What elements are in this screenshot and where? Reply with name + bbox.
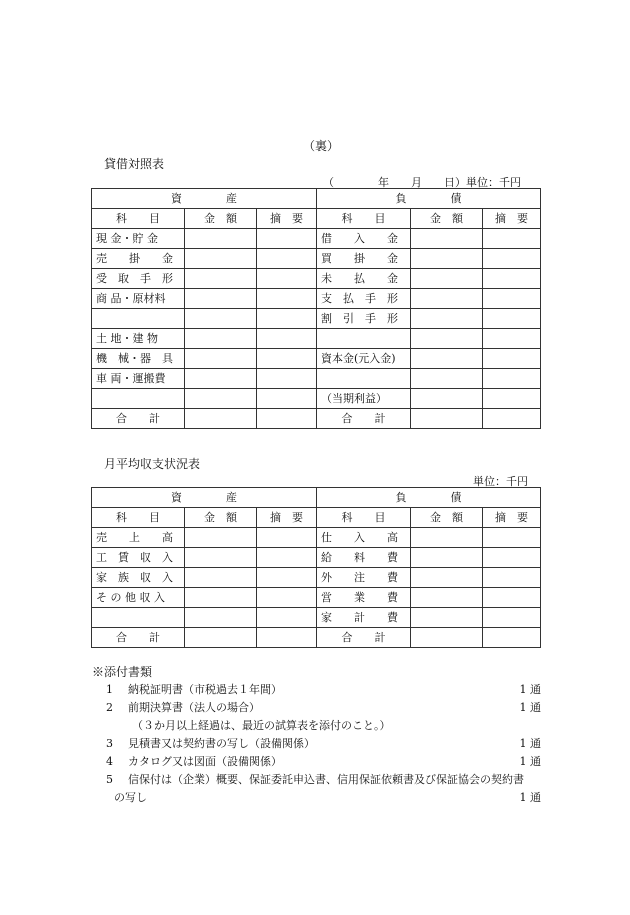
balance-sheet-row [92,389,541,409]
attachment-count: 1 通 [519,701,541,714]
liabilities-header: 負 債 [317,488,541,508]
asset-amount-cell [185,568,257,588]
balance-sheet-row [92,309,541,329]
asset-note-cell [257,409,317,429]
asset-item-cell: 車 両・運搬費 [92,369,185,389]
asset-amount-cell [185,628,257,648]
liability-amount-cell [411,628,483,648]
asset-item-cell: 機 械・器 具 [92,349,185,369]
attachment-item [106,789,541,807]
liability-note-cell [483,608,541,628]
balance-sheet-date-unit: （ 年 月 日）単位：千円 [323,176,521,189]
liability-note-cell [483,309,541,329]
asset-item-cell [92,309,185,329]
attachment-number: 1 [106,683,113,696]
col-item-header: 科 目 [92,209,185,229]
attachment-item [106,717,541,735]
attachment-count: 1 通 [519,791,541,804]
liability-note-cell [483,329,541,349]
liability-item-cell: 借 入 金 [317,229,411,249]
income-row [92,548,541,568]
attachment-number: 4 [106,755,113,768]
liability-amount-cell [411,349,483,369]
income-table [91,487,541,648]
attachments-list [106,681,541,807]
liability-amount-cell [411,289,483,309]
liability-item-cell [317,329,411,349]
asset-note-cell [257,628,317,648]
col-amount-header: 金 額 [185,508,257,528]
back-side-label: （裏） [303,139,340,153]
balance-sheet-column-header-row [92,209,541,229]
asset-item-cell: 現 金・貯 金 [92,229,185,249]
col-item-header: 科 目 [317,508,411,528]
liability-amount-cell [411,369,483,389]
liability-amount-cell [411,409,483,429]
balance-sheet-table [91,188,541,429]
balance-sheet-row [92,369,541,389]
attachment-text: （３か月以上経過は、最近の試算表を添付のこと。） [132,719,391,732]
col-amount-header: 金 額 [185,209,257,229]
liability-note-cell [483,568,541,588]
attachment-item [106,753,541,771]
asset-amount-cell [185,369,257,389]
liability-note-cell [483,229,541,249]
liability-item-cell: 給 料 費 [317,548,411,568]
asset-note-cell [257,528,317,548]
attachment-text: 見積書又は契約書の写し（設備関係） [128,737,315,750]
assets-header: 資 産 [92,189,317,209]
asset-item-cell: 工 賃 収 入 [92,548,185,568]
asset-item-cell: 商 品・原材料 [92,289,185,309]
asset-amount-cell [185,548,257,568]
asset-note-cell [257,568,317,588]
liability-item-cell: 支 払 手 形 [317,289,411,309]
attachments-title: ※添付書類 [92,665,153,679]
liability-note-cell [483,249,541,269]
liability-item-cell: 仕 入 高 [317,528,411,548]
liability-note-cell [483,548,541,568]
asset-amount-cell [185,588,257,608]
asset-note-cell [257,548,317,568]
asset-item-cell: 受 取 手 形 [92,269,185,289]
liability-amount-cell [411,389,483,409]
income-row [92,568,541,588]
asset-item-cell [92,608,185,628]
balance-sheet-group-header-row [92,189,541,209]
attachment-text: 信保付は（企業）概要、保証委託申込書、信用保証依頼書及び保証協会の契約書 [128,773,524,786]
asset-note-cell [257,608,317,628]
income-row [92,608,541,628]
asset-amount-cell [185,389,257,409]
balance-sheet-row [92,269,541,289]
col-amount-header: 金 額 [411,209,483,229]
liability-item-cell: （当期利益） [317,389,411,409]
col-note-header: 摘 要 [483,508,541,528]
attachment-text: の写し [114,791,147,804]
liability-note-cell [483,349,541,369]
liability-amount-cell [411,249,483,269]
liability-note-cell [483,289,541,309]
asset-note-cell [257,389,317,409]
income-row [92,588,541,608]
liability-note-cell [483,628,541,648]
asset-note-cell [257,269,317,289]
col-item-header: 科 目 [92,508,185,528]
liability-item-cell: 買 掛 金 [317,249,411,269]
attachment-item [106,735,541,753]
liability-item-cell: 資本金(元入金) [317,349,411,369]
asset-item-cell [92,389,185,409]
asset-item-cell: 売 掛 金 [92,249,185,269]
col-item-header: 科 目 [317,209,411,229]
asset-item-cell: 家 族 収 入 [92,568,185,588]
asset-note-cell [257,309,317,329]
asset-note-cell [257,588,317,608]
liability-note-cell [483,269,541,289]
asset-item-cell: 売 上 高 [92,528,185,548]
income-row [92,628,541,648]
asset-note-cell [257,369,317,389]
liability-amount-cell [411,309,483,329]
asset-note-cell [257,229,317,249]
asset-amount-cell [185,528,257,548]
asset-amount-cell [185,269,257,289]
income-column-header-row [92,508,541,528]
asset-amount-cell [185,608,257,628]
asset-amount-cell [185,309,257,329]
attachment-text: 納税証明書（市税過去１年間） [128,683,282,696]
attachment-item [106,771,541,789]
liability-item-cell: 営 業 費 [317,588,411,608]
income-row [92,528,541,548]
asset-item-cell: そ の 他 収 入 [92,588,185,608]
asset-amount-cell [185,409,257,429]
liability-amount-cell [411,229,483,249]
income-table-title: 月平均収支状況表 [104,457,201,471]
liabilities-header: 負 債 [317,189,541,209]
col-note-header: 摘 要 [483,209,541,229]
asset-note-cell [257,249,317,269]
liability-item-cell: 合 計 [317,628,411,648]
income-group-header-row [92,488,541,508]
col-note-header: 摘 要 [257,209,317,229]
balance-sheet-row [92,329,541,349]
col-amount-header: 金 額 [411,508,483,528]
balance-sheet-row [92,229,541,249]
attachment-number: 2 [106,701,113,714]
balance-sheet-row [92,249,541,269]
asset-amount-cell [185,329,257,349]
balance-sheet-row [92,349,541,369]
attachment-text: 前期決算書（法人の場合） [128,701,260,714]
asset-amount-cell [185,349,257,369]
asset-item-cell: 合 計 [92,628,185,648]
liability-amount-cell [411,568,483,588]
attachment-item [106,681,541,699]
liability-item-cell: 未 払 金 [317,269,411,289]
asset-amount-cell [185,249,257,269]
liability-item-cell: 合 計 [317,409,411,429]
asset-amount-cell [185,289,257,309]
col-note-header: 摘 要 [257,508,317,528]
liability-note-cell [483,369,541,389]
assets-header: 資 産 [92,488,317,508]
liability-note-cell [483,409,541,429]
liability-item-cell [317,369,411,389]
attachment-item [106,699,541,717]
asset-note-cell [257,329,317,349]
liability-note-cell [483,389,541,409]
liability-note-cell [483,588,541,608]
balance-sheet-row [92,409,541,429]
attachment-number: 3 [106,737,113,750]
asset-item-cell: 土 地・建 物 [92,329,185,349]
asset-amount-cell [185,229,257,249]
asset-item-cell: 合 計 [92,409,185,429]
liability-amount-cell [411,548,483,568]
balance-sheet-row [92,289,541,309]
balance-sheet-title: 貸借対照表 [104,157,165,171]
liability-item-cell: 外 注 費 [317,568,411,588]
liability-item-cell: 家 計 費 [317,608,411,628]
liability-note-cell [483,528,541,548]
liability-amount-cell [411,269,483,289]
liability-amount-cell [411,329,483,349]
attachment-number: 5 [106,773,113,786]
attachment-count: 1 通 [519,737,541,750]
asset-note-cell [257,289,317,309]
attachment-count: 1 通 [519,683,541,696]
liability-amount-cell [411,588,483,608]
liability-item-cell: 割 引 手 形 [317,309,411,329]
attachment-count: 1 通 [519,755,541,768]
liability-amount-cell [411,608,483,628]
asset-note-cell [257,349,317,369]
liability-amount-cell [411,528,483,548]
income-table-unit: 単位：千円 [473,475,528,488]
attachment-text: カタログ又は図面（設備関係） [128,755,282,768]
